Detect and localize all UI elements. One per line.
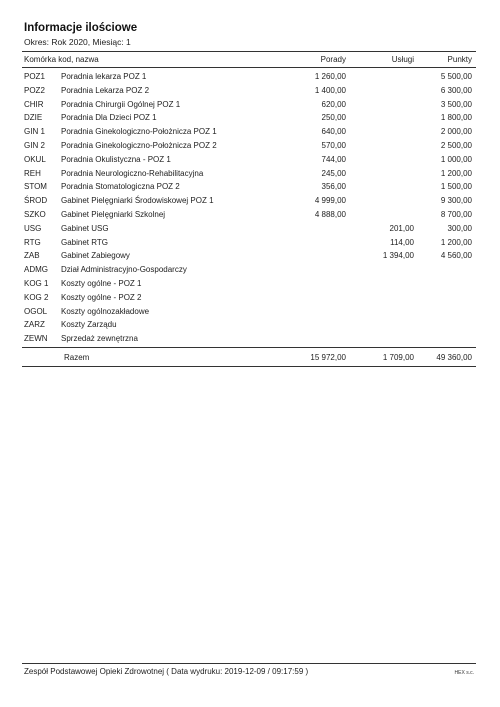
column-header-punkty: Punkty: [447, 55, 472, 64]
report-title: Informacje ilościowe: [24, 22, 138, 34]
totals-label: Razem: [64, 353, 90, 362]
cell-code: POZ1: [24, 72, 45, 81]
table-row: [0, 98, 500, 112]
cell-code: REH: [24, 168, 41, 178]
cell-name: Poradnia Dla Dzieci POZ 1: [61, 113, 157, 123]
cell-name: Poradnia Chirurgii Ogólnej POZ 1: [61, 99, 181, 109]
cell-code: CHIR: [24, 99, 44, 109]
cell-name: Koszty ogólne - POZ 2: [61, 292, 142, 302]
table-row: [0, 208, 500, 222]
cell-code: GIN 2: [24, 140, 45, 150]
cell-name: Dział Administracyjno-Gospodarczy: [61, 265, 187, 275]
cell-code: GIN 1: [24, 127, 45, 137]
cell-punkty: 300,00: [447, 223, 472, 233]
cell-punkty: 1 000,00: [440, 154, 472, 164]
cell-porady: 640,00: [321, 127, 346, 137]
cell-punkty: 8 700,00: [440, 209, 472, 219]
cell-name: Poradnia Neurologiczno-Rehabilitacyjna: [61, 168, 204, 178]
table-row: [0, 236, 500, 250]
cell-porady: 744,00: [321, 154, 346, 164]
totals-porady: 15 972,00: [310, 353, 346, 362]
cell-punkty: 1 200,00: [440, 237, 472, 247]
footer-brand: HEX s.c.: [454, 670, 474, 676]
column-header-porady: Porady: [320, 55, 346, 64]
cell-porady: 356,00: [321, 182, 346, 192]
totals-row: [0, 351, 500, 364]
table-row: [0, 305, 500, 319]
cell-porady: 250,00: [321, 113, 346, 123]
totals-uslugi: 1 709,00: [382, 353, 414, 362]
table-row: [0, 263, 500, 277]
cell-punkty: 1 200,00: [440, 168, 472, 178]
cell-code: ZEWN: [24, 334, 48, 344]
table-row: [0, 180, 500, 194]
table-row: [0, 167, 500, 181]
table-row: [0, 277, 500, 291]
cell-code: OGOL: [24, 306, 48, 316]
cell-name: Gabinet RTG: [61, 237, 108, 247]
cell-porady: 245,00: [321, 168, 346, 178]
cell-name: Gabinet USG: [61, 223, 109, 233]
cell-punkty: 3 500,00: [440, 99, 472, 109]
cell-code: KOG 1: [24, 278, 49, 288]
cell-code: STOM: [24, 182, 47, 192]
cell-porady: 620,00: [321, 99, 346, 109]
cell-code: ZAB: [24, 251, 40, 261]
cell-name: Koszty ogólnozakładowe: [61, 306, 150, 316]
table-row: [0, 291, 500, 305]
header-bottom-rule: [22, 67, 476, 68]
cell-name: Poradnia lekarza POZ 1: [61, 72, 147, 81]
cell-punkty: 2 500,00: [440, 140, 472, 150]
table-row: [0, 84, 500, 98]
column-header-name: Komórka kod, nazwa: [24, 55, 99, 64]
cell-code: ADMG: [24, 265, 48, 275]
header-top-rule: [22, 51, 476, 52]
cell-punkty: 4 560,00: [440, 251, 472, 261]
cell-punkty: 1 500,00: [440, 182, 472, 192]
footer-text: Zespół Podstawowej Opieki Zdrowotnej ( Data wydruku: 2019-12-09 / 09:17:59 ): [24, 667, 309, 676]
footer-rule: [22, 663, 476, 664]
cell-name: Gabinet Pielęgniarki Szkolnej: [61, 209, 166, 219]
cell-punkty: 5 500,00: [440, 72, 472, 81]
table-row: [0, 318, 500, 332]
cell-porady: 4 888,00: [314, 209, 346, 219]
totals-top-rule: [22, 347, 476, 348]
table-row: [0, 125, 500, 139]
table-row: [0, 153, 500, 167]
column-header-uslugi: Usługi: [391, 55, 414, 64]
cell-code: OKUL: [24, 154, 46, 164]
table-body: [0, 70, 500, 346]
cell-uslugi: 1 394,00: [382, 251, 414, 261]
cell-code: ŚROD: [24, 196, 48, 206]
table-row: [0, 139, 500, 153]
cell-uslugi: 201,00: [389, 223, 414, 233]
cell-name: Poradnia Okulistyczna - POZ 1: [61, 154, 171, 164]
cell-porady: 1 400,00: [314, 85, 346, 95]
table-row: [0, 70, 500, 84]
cell-name: Gabinet Zabiegowy: [61, 251, 130, 261]
cell-code: POZ2: [24, 85, 45, 95]
cell-name: Koszty Zarządu: [61, 320, 117, 330]
cell-name: Poradnia Ginekologiczno-Położnicza POZ 2: [61, 140, 217, 150]
table-row: [0, 332, 500, 346]
cell-uslugi: 114,00: [390, 237, 414, 247]
table-row: [0, 222, 500, 236]
cell-name: Poradnia Ginekologiczno-Położnicza POZ 1: [61, 127, 217, 137]
cell-punkty: 6 300,00: [440, 85, 472, 95]
cell-code: ZARZ: [24, 320, 45, 330]
cell-name: Poradnia Lekarza POZ 2: [61, 85, 150, 95]
cell-code: KOG 2: [24, 292, 49, 302]
cell-punkty: 1 800,00: [440, 113, 472, 123]
cell-code: DZIE: [24, 113, 43, 123]
cell-name: Sprzedaż zewnętrzna: [61, 334, 138, 344]
cell-porady: 4 999,00: [314, 196, 346, 206]
report-period: Okres: Rok 2020, Miesiąc: 1: [24, 37, 131, 47]
cell-name: Gabinet Pielęgniarki Środowiskowej POZ 1: [61, 196, 214, 206]
cell-name: Poradnia Stomatologiczna POZ 2: [61, 182, 180, 192]
table-row: [0, 194, 500, 208]
table-row: [0, 249, 500, 263]
totals-bottom-rule: [22, 366, 476, 367]
cell-porady: 1 260,00: [314, 72, 346, 81]
cell-punkty: 2 000,00: [440, 127, 472, 137]
cell-punkty: 9 300,00: [440, 196, 472, 206]
cell-code: USG: [24, 223, 42, 233]
cell-porady: 570,00: [321, 140, 346, 150]
totals-punkty: 49 360,00: [436, 353, 472, 362]
cell-name: Koszty ogólne - POZ 1: [61, 278, 142, 288]
table-row: [0, 111, 500, 125]
cell-code: RTG: [24, 237, 41, 247]
cell-code: SZKO: [24, 209, 46, 219]
